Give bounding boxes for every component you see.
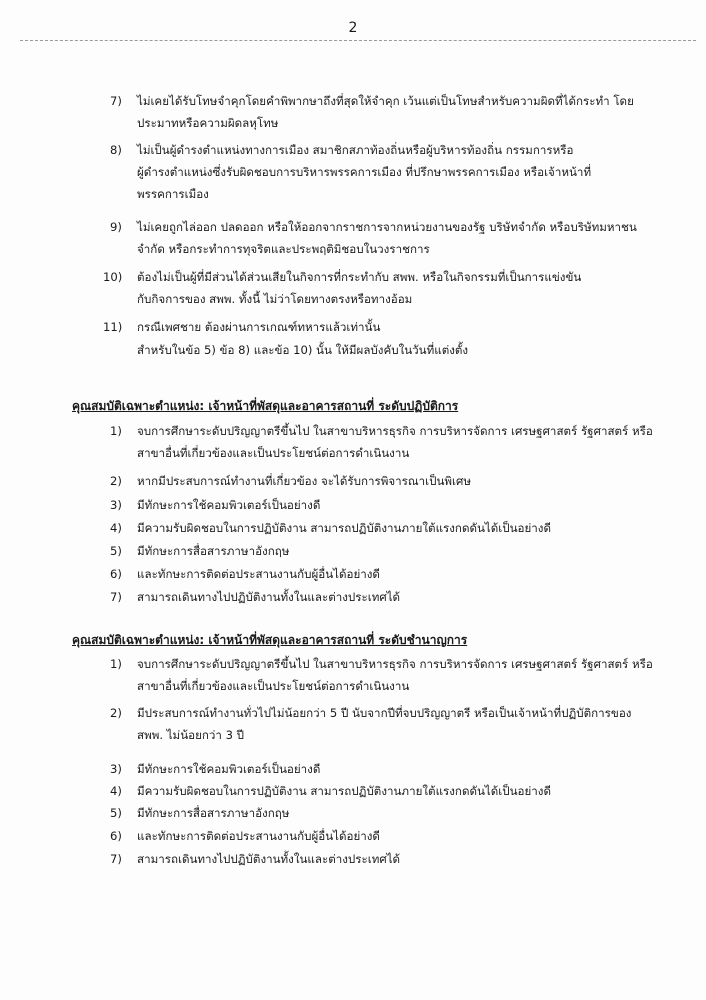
item-number: 9): [110, 220, 122, 234]
item-line: ประมาทหรือความผิดลหุโทษ: [137, 116, 279, 130]
item-number: 2): [110, 474, 122, 488]
item-line: กับกิจการของ สพพ. ทั้งนี้ ไม่ว่าโดยทางตรงหรือทางอ้อม: [137, 292, 413, 306]
item-text: [137, 470, 471, 492]
item-text: [137, 216, 637, 260]
item-line: มีทักษะการใช้คอมพิวเตอร์เป็นอย่างดี: [137, 498, 321, 512]
item-line: ไม่เคยถูกไล่ออก ปลดออก หรือให้ออกจากราชการจากหน่วยงานของรัฐ บริษัทจำกัด หรือบริษัทมหาชน: [137, 220, 637, 234]
item-text: [137, 420, 653, 464]
item-text: [137, 825, 380, 847]
item-number: 3): [110, 498, 122, 512]
effective-date-note: สำหรับในข้อ 5) ข้อ 8) และข้อ 10) นั้น ให้มีผลบังคับในวันที่แต่งตั้ง: [137, 343, 469, 357]
item-number: 5): [110, 544, 122, 558]
item-line: สาขาอื่นที่เกี่ยวข้องและเป็นประโยชน์ต่อการดำเนินงาน: [137, 446, 410, 460]
item-number: 8): [110, 143, 122, 157]
item-line: มีทักษะการสื่อสารภาษาอังกฤษ: [137, 544, 290, 558]
item-text: [137, 540, 289, 562]
item-line: จำกัด หรือกระทำการทุจริตและประพฤติมิชอบในวงราชการ: [137, 242, 430, 256]
item-number: 1): [110, 657, 122, 671]
item-number: 1): [110, 424, 122, 438]
item-number: 7): [110, 94, 122, 108]
item-line: และทักษะการติดต่อประสานงานกับผู้อื่นได้อย่างดี: [137, 567, 380, 581]
item-number: 7): [110, 590, 122, 604]
item-line: จบการศึกษาระดับปริญญาตรีขึ้นไป ในสาขาบริหารธุรกิจ การบริหารจัดการ เศรษฐศาสตร์ รัฐศาสตร์ หรือ: [137, 424, 653, 438]
item-number: 6): [110, 567, 122, 581]
item-number: 6): [110, 829, 122, 843]
item-line: สาขาอื่นที่เกี่ยวข้องและเป็นประโยชน์ต่อการดำเนินงาน: [137, 679, 410, 693]
item-text: [137, 266, 581, 310]
item-line: มีประสบการณ์ทำงานทั่วไปไม่น้อยกว่า 5 ปี นับจากปีที่จบปริญญาตรี หรือเป็นเจ้าหน้าที่ปฏิบัติการของ: [137, 706, 632, 720]
item-line: มีทักษะการใช้คอมพิวเตอร์เป็นอย่างดี: [137, 762, 321, 776]
item-number: 2): [110, 706, 122, 720]
item-line: ต้องไม่เป็นผู้ที่มีส่วนได้ส่วนเสียในกิจการที่กระทำกับ สพพ. หรือในกิจกรรมที่เป็นการแข่งขัน: [137, 270, 582, 284]
item-number: 4): [110, 784, 122, 798]
item-line: ผู้ดำรงตำแหน่งซึ่งรับผิดชอบการบริหารพรรคการเมือง ที่ปรึกษาพรรคการเมือง หรือเจ้าหน้าที่: [137, 165, 592, 179]
item-text: [137, 780, 551, 802]
item-text: [137, 316, 380, 338]
item-line: จบการศึกษาระดับปริญญาตรีขึ้นไป ในสาขาบริหารธุรกิจ การบริหารจัดการ เศรษฐศาสตร์ รัฐศาสตร์ หรือ: [137, 657, 653, 671]
item-text: [137, 494, 320, 516]
item-text: [137, 802, 289, 824]
item-text: [137, 139, 591, 205]
item-text: [137, 517, 551, 539]
item-line: มีความรับผิดชอบในการปฏิบัติงาน สามารถปฏิบัติงานภายใต้แรงกดดันได้เป็นอย่างดี: [137, 521, 551, 535]
page-number: 2: [348, 20, 358, 36]
item-text: [137, 90, 634, 134]
item-text: [137, 702, 631, 746]
section-heading-professional: คุณสมบัติเฉพาะตำแหน่ง: เจ้าหน้าที่พัสดุและอาคารสถานที่ ระดับชำนาญการ: [72, 633, 468, 647]
item-line: สามารถเดินทางไปปฏิบัติงานทั้งในและต่างประเทศได้: [137, 590, 401, 604]
item-line: ไม่เป็นผู้ดำรงตำแหน่งทางการเมือง สมาชิกสภาท้องถิ่นหรือผู้บริหารท้องถิ่น กรรมการหรือ: [137, 143, 574, 157]
item-line: ไม่เคยได้รับโทษจำคุกโดยคำพิพากษาถึงที่สุดให้จำคุก เว้นแต่เป็นโทษสำหรับความผิดที่ได้กระทำ โดย: [137, 94, 634, 108]
item-number: 7): [110, 852, 122, 866]
item-text: [137, 653, 653, 697]
item-line: สพพ. ไม่น้อยกว่า 3 ปี: [137, 728, 245, 742]
item-line: กรณีเพศชาย ต้องผ่านการเกณฑ์ทหารแล้วเท่านั้น: [137, 320, 381, 334]
scan-border-line: [20, 40, 696, 41]
item-text: [137, 563, 380, 585]
item-number: 11): [103, 320, 123, 334]
item-line: สามารถเดินทางไปปฏิบัติงานทั้งในและต่างประเทศได้: [137, 852, 401, 866]
item-line: มีทักษะการสื่อสารภาษาอังกฤษ: [137, 806, 290, 820]
item-line: หากมีประสบการณ์ทำงานที่เกี่ยวข้อง จะได้รับการพิจารณาเป็นพิเศษ: [137, 474, 472, 488]
item-number: 3): [110, 762, 122, 776]
item-line: พรรคการเมือง: [137, 187, 209, 201]
item-number: 4): [110, 521, 122, 535]
item-line: และทักษะการติดต่อประสานงานกับผู้อื่นได้อย่างดี: [137, 829, 380, 843]
item-number: 5): [110, 806, 122, 820]
item-text: [137, 586, 400, 608]
item-text: [137, 758, 320, 780]
item-text: [137, 848, 400, 870]
item-number: 10): [103, 270, 123, 284]
item-line: มีความรับผิดชอบในการปฏิบัติงาน สามารถปฏิบัติงานภายใต้แรงกดดันได้เป็นอย่างดี: [137, 784, 551, 798]
section-heading-operational: คุณสมบัติเฉพาะตำแหน่ง: เจ้าหน้าที่พัสดุและอาคารสถานที่ ระดับปฏิบัติการ: [72, 399, 459, 413]
